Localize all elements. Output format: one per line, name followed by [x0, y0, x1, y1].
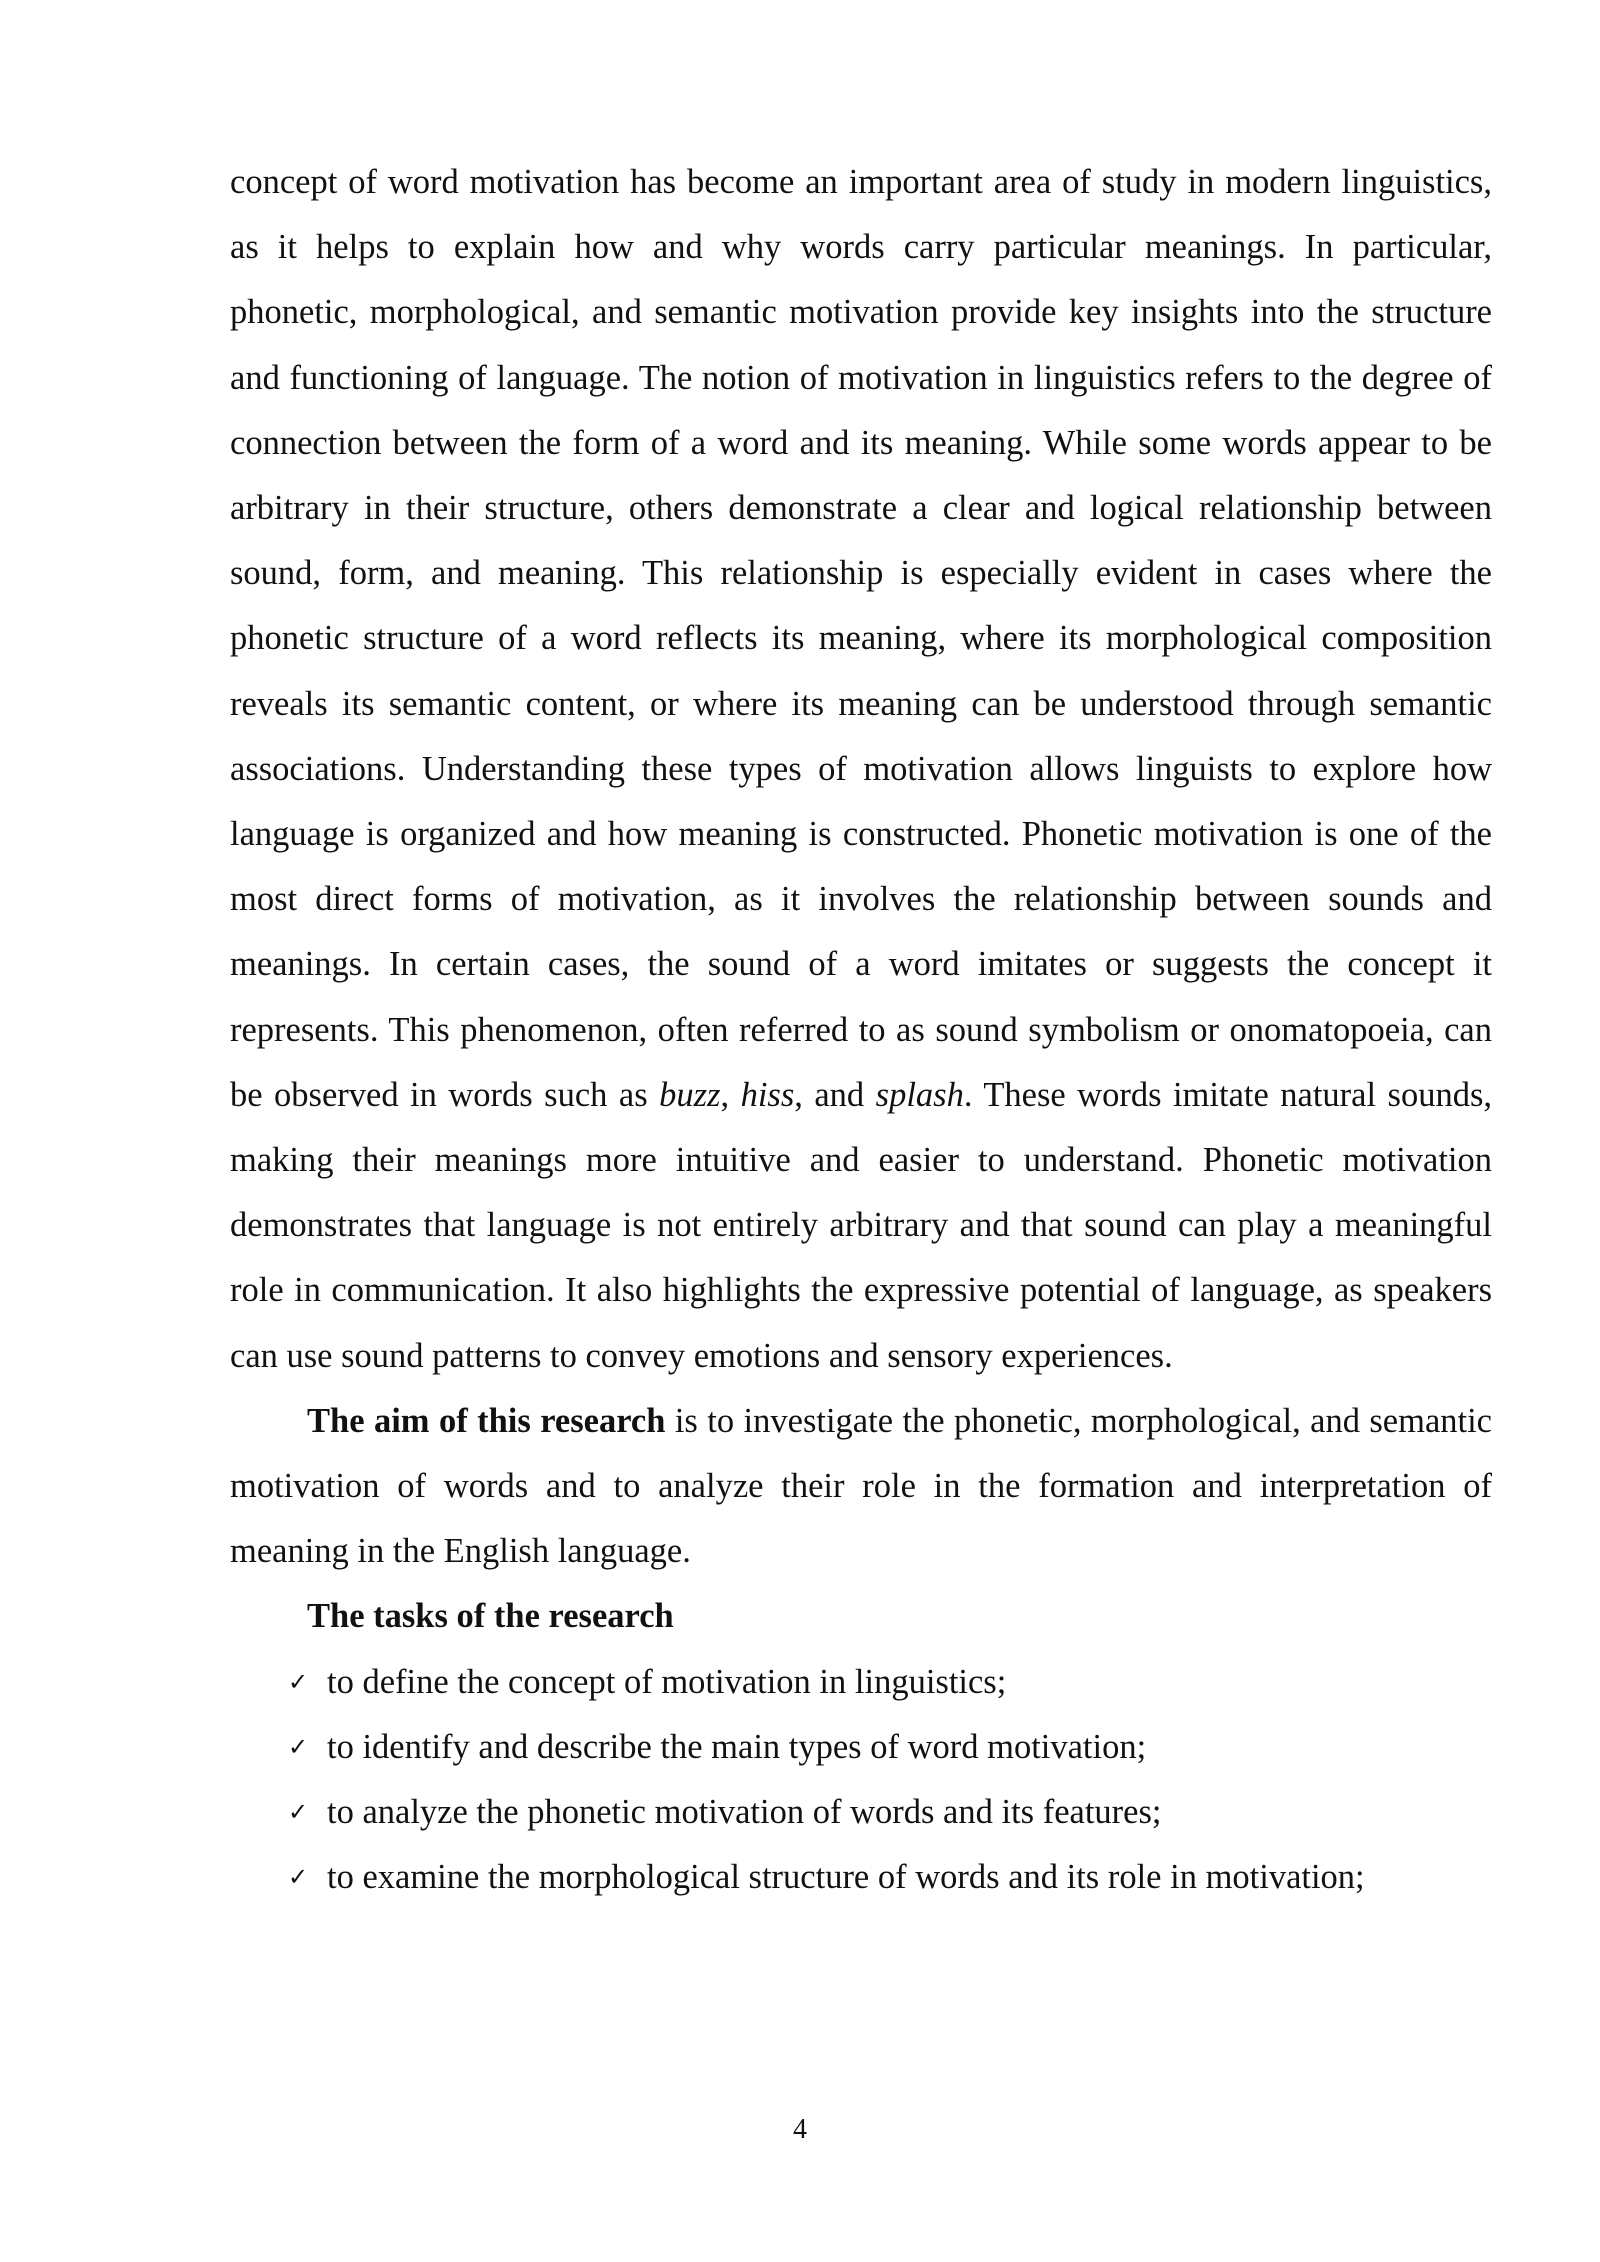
list-item	[230, 1715, 1492, 1780]
paragraph-text: . These words imitate natural sounds, making their meanings more intuitive and easier to understand. Phonetic motivation demonstrates that language is not entirely arbitrary and that sound can play a meaningful role in communication. It also highlights the expressive potential of language, as speakers can use sound patterns to convey emotions and sensory experiences.	[230, 1075, 1492, 1375]
checkmark-icon: ✓	[288, 1732, 309, 1761]
example-separator: ,	[720, 1075, 741, 1114]
example-word-splash: splash	[875, 1075, 964, 1114]
task-text: to define the concept of motivation in linguistics;	[327, 1662, 1007, 1701]
checkmark-icon: ✓	[288, 1798, 309, 1827]
aim-text: is to investigate the phonetic, morphological, and semantic motivation of words and to analyze their role in the formation and interpretation of meaning in the English language.	[230, 1401, 1492, 1571]
aim-label: The aim of this research	[307, 1401, 666, 1440]
example-separator: , and	[794, 1075, 876, 1114]
list-item	[230, 1780, 1492, 1845]
example-word-buzz: buzz	[659, 1075, 721, 1114]
task-text: to analyze the phonetic motivation of words and its features;	[327, 1793, 1162, 1832]
tasks-heading: The tasks of the research	[307, 1597, 674, 1636]
list-item	[230, 1845, 1492, 1910]
task-text: to examine the morphological structure of words and its role in motivation;	[327, 1858, 1365, 1897]
task-text: to identify and describe the main types of word motivation;	[327, 1727, 1147, 1766]
paragraph-research-aim	[230, 1389, 1492, 1585]
paragraph-motivation-overview	[230, 150, 1492, 1389]
paragraph-text: concept of word motivation has become an important area of study in modern linguistics, as it helps to explain how and why words carry particular meanings. In particular, phonetic, morphological, and semantic motivation provide key insights into the structure and functioning of language. The notion of motivation in linguistics refers to the degree of connection between the form of a word and its meaning. While some words appear to be arbitrary in their structure, others demonstrate a clear and logical relationship between sound, form, and meaning. This relationship is especially evident in cases where the phonetic structure of a word reflects its meaning, where its morphological composition reveals its semantic content, or where its meaning can be understood through semantic associations. Understanding these types of motivation allows linguists to explore how language is organized and how meaning is constructed. Phonetic motivation is one of the most direct forms of motivation, as it involves the relationship between sounds and meanings. In certain cases, the sound of a word imitates or suggests the concept it represents. This phenomenon, often referred to as sound symbolism or onomatopoeia, can be observed in words such as	[230, 163, 1492, 1114]
checkmark-icon: ✓	[288, 1863, 309, 1892]
list-item	[230, 1650, 1492, 1715]
example-word-hiss: hiss	[740, 1075, 795, 1114]
body-text	[230, 150, 1492, 1910]
checkmark-icon: ✓	[288, 1667, 309, 1696]
task-list	[230, 1650, 1492, 1911]
page-number: 4	[793, 2114, 807, 2145]
